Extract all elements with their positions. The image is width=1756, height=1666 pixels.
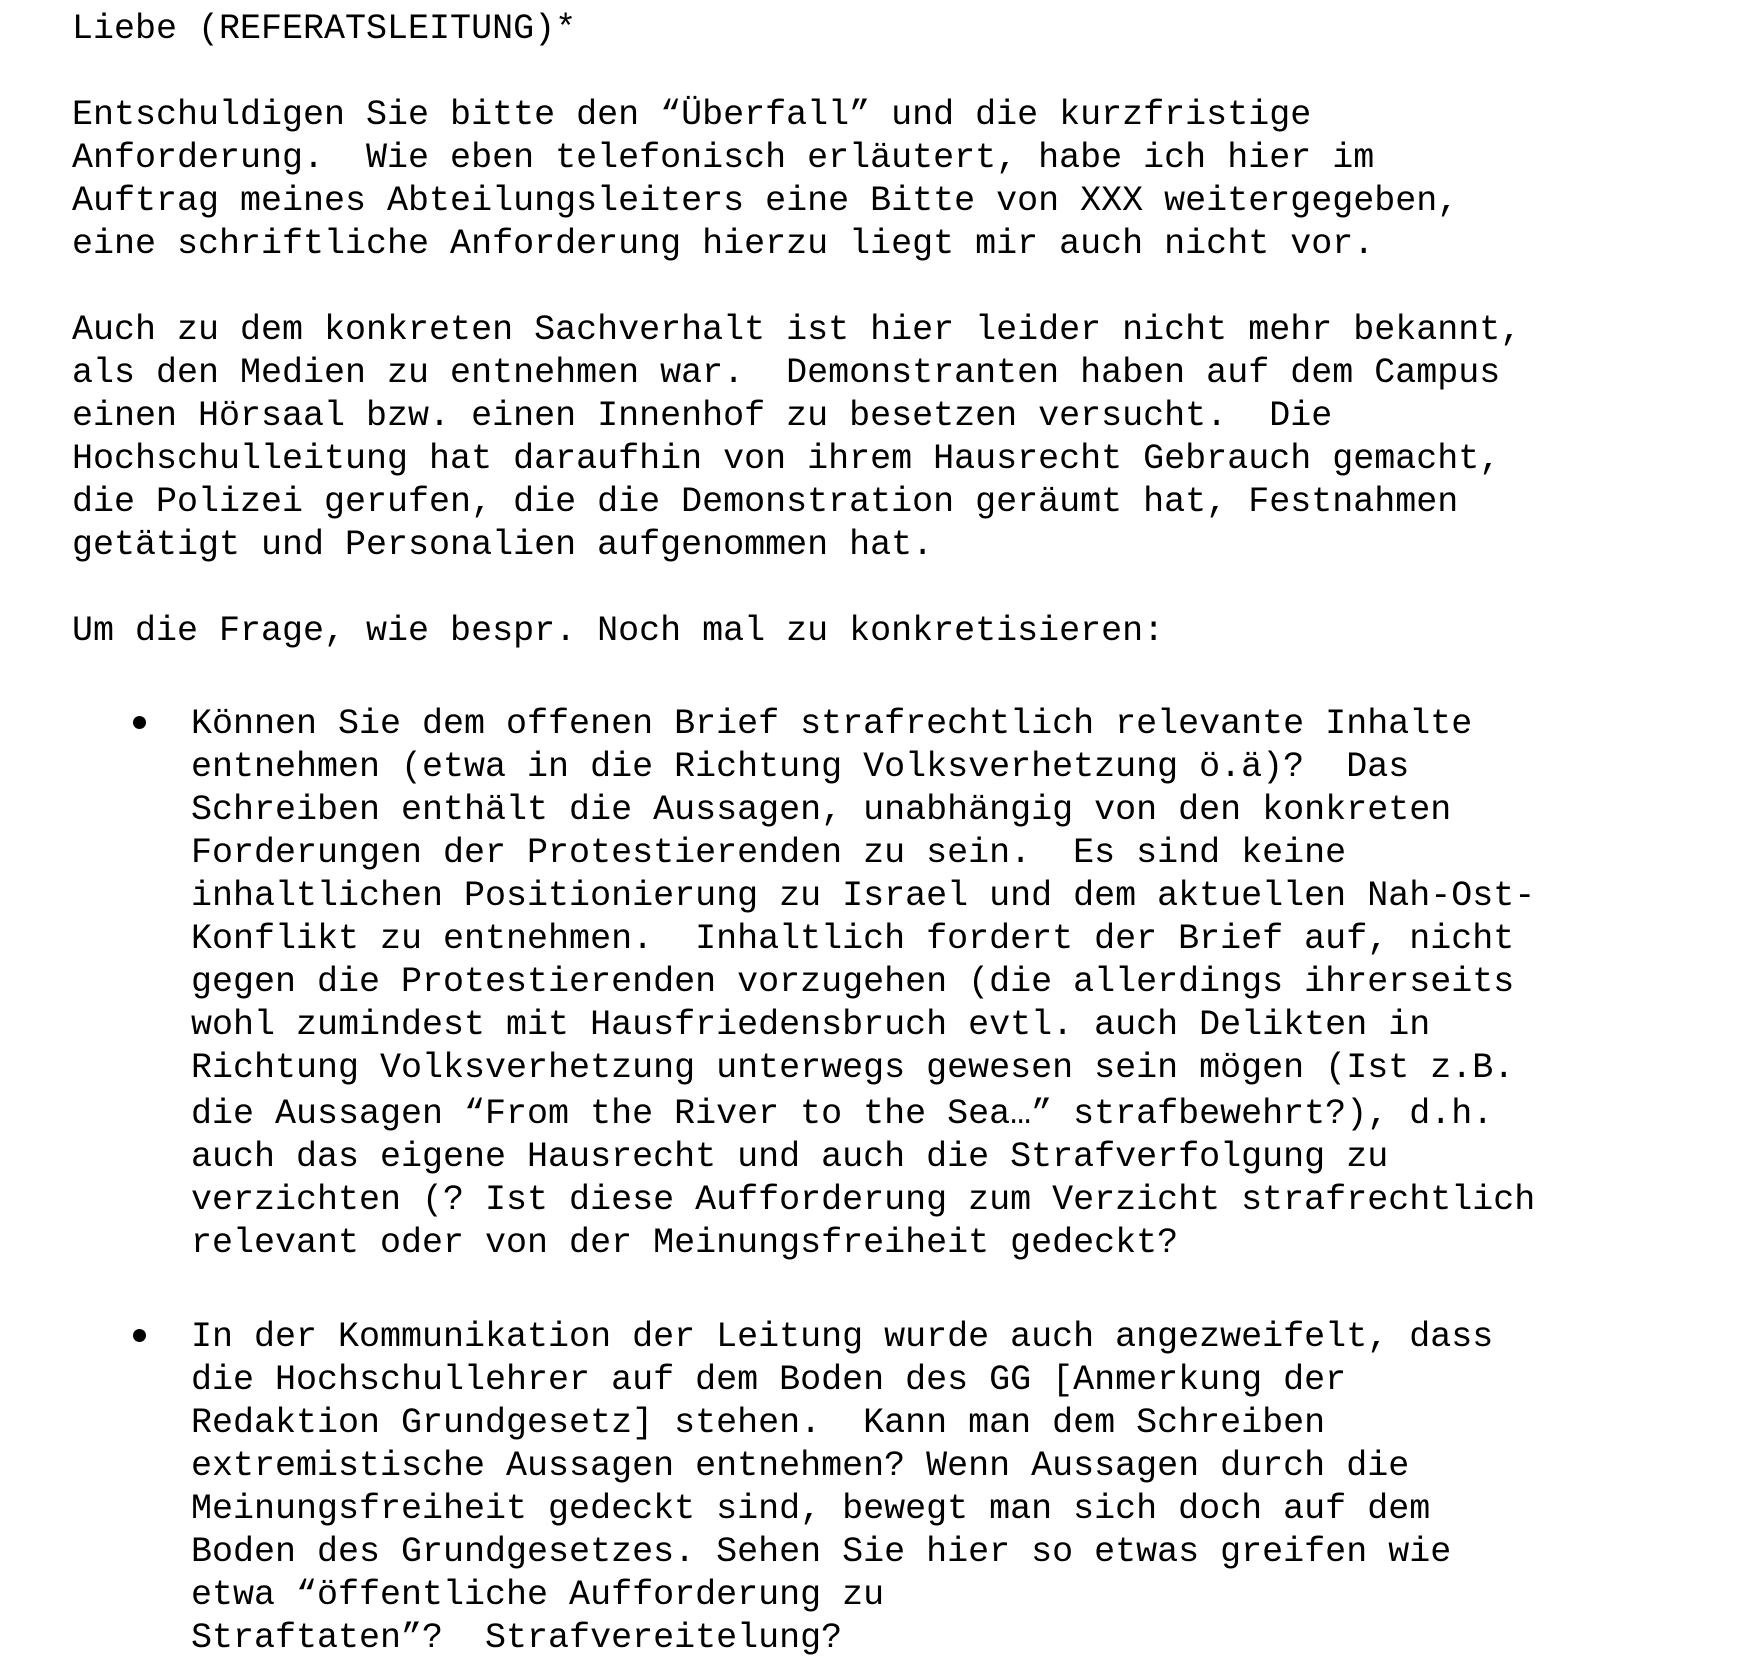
bullet-line: auch das eigene Hausrecht und auch die Strafverfolgung zu: [191, 1137, 1389, 1177]
bullet-line: Können Sie dem offenen Brief strafrechtlich relevante Inhalte: [191, 704, 1473, 744]
bullet-line: In der Kommunikation der Leitung wurde auch angezweifelt, dass: [191, 1317, 1494, 1357]
bullet-line: Straftaten”? Strafvereitelung?: [191, 1618, 843, 1658]
bullet-line: Boden des Grundgesetzes. Sehen Sie hier so etwas greifen wie: [191, 1532, 1452, 1572]
paragraph-line: Entschuldigen Sie bitte den “Überfall” und die kurzfristige: [72, 95, 1312, 135]
paragraph-line: die Polizei gerufen, die die Demonstration geräumt hat, Festnahmen: [72, 482, 1459, 522]
paragraph-line: einen Hörsaal bzw. einen Innenhof zu besetzen versucht. Die: [72, 396, 1333, 436]
bullet-line: Richtung Volksverhetzung unterwegs gewesen sein mögen (Ist z.B.: [191, 1048, 1515, 1088]
paragraph-line: Anforderung. Wie eben telefonisch erläutert, habe ich hier im: [72, 138, 1375, 178]
bullet-line: Forderungen der Protestierenden zu sein. Es sind keine: [191, 833, 1347, 873]
bullet-line: relevant oder von der Meinungsfreiheit gedeckt?: [191, 1223, 1179, 1263]
bullet-line: extremistische Aussagen entnehmen? Wenn Aussagen durch die: [191, 1446, 1410, 1486]
bullet-line: wohl zumindest mit Hausfriedensbruch evtl. auch Delikten in: [191, 1005, 1431, 1045]
bullet-icon: [133, 1329, 146, 1342]
bullet-line: etwa “öffentliche Aufforderung zu: [191, 1575, 885, 1615]
bullet-line: verzichten (? Ist diese Aufforderung zum Verzicht strafrechtlich: [191, 1180, 1536, 1220]
bullet-line: inhaltlichen Positionierung zu Israel und dem aktuellen Nah-Ost-: [191, 876, 1536, 916]
bullet-line: die Aussagen “From the River to the Sea…” strafbewehrt?), d.h.: [191, 1094, 1494, 1134]
paragraph-line: Hochschulleitung hat daraufhin von ihrem Hausrecht Gebrauch gemacht,: [72, 439, 1501, 479]
paragraph-line: Auch zu dem konkreten Sachverhalt ist hier leider nicht mehr bekannt,: [72, 310, 1522, 350]
bullet-line: die Hochschullehrer auf dem Boden des GG [Anmerkung der: [191, 1360, 1347, 1400]
bullet-line: Redaktion Grundgesetz] stehen. Kann man dem Schreiben: [191, 1403, 1326, 1443]
bullet-line: entnehmen (etwa in die Richtung Volksverhetzung ö.ä)? Das: [191, 747, 1410, 787]
paragraph-line: als den Medien zu entnehmen war. Demonstranten haben auf dem Campus: [72, 353, 1501, 393]
bullet-line: gegen die Protestierenden vorzugehen (die allerdings ihrerseits: [191, 962, 1515, 1002]
paragraph-line: Auftrag meines Abteilungsleiters eine Bitte von XXX weitergegeben,: [72, 181, 1459, 221]
paragraph-line: eine schriftliche Anforderung hierzu liegt mir auch nicht vor.: [72, 224, 1375, 264]
bullet-line: Schreiben enthält die Aussagen, unabhängig von den konkreten: [191, 790, 1452, 830]
bullet-line: Meinungsfreiheit gedeckt sind, bewegt man sich doch auf dem: [191, 1489, 1431, 1529]
bullet-line: Konflikt zu entnehmen. Inhaltlich fordert der Brief auf, nicht: [191, 919, 1515, 959]
bullet-icon: [133, 716, 146, 729]
paragraph-line: getätigt und Personalien aufgenommen hat.: [72, 525, 934, 565]
intro-line: Um die Frage, wie bespr. Noch mal zu konkretisieren:: [72, 611, 1165, 651]
greeting: Liebe (REFERATSLEITUNG)*: [72, 9, 577, 49]
